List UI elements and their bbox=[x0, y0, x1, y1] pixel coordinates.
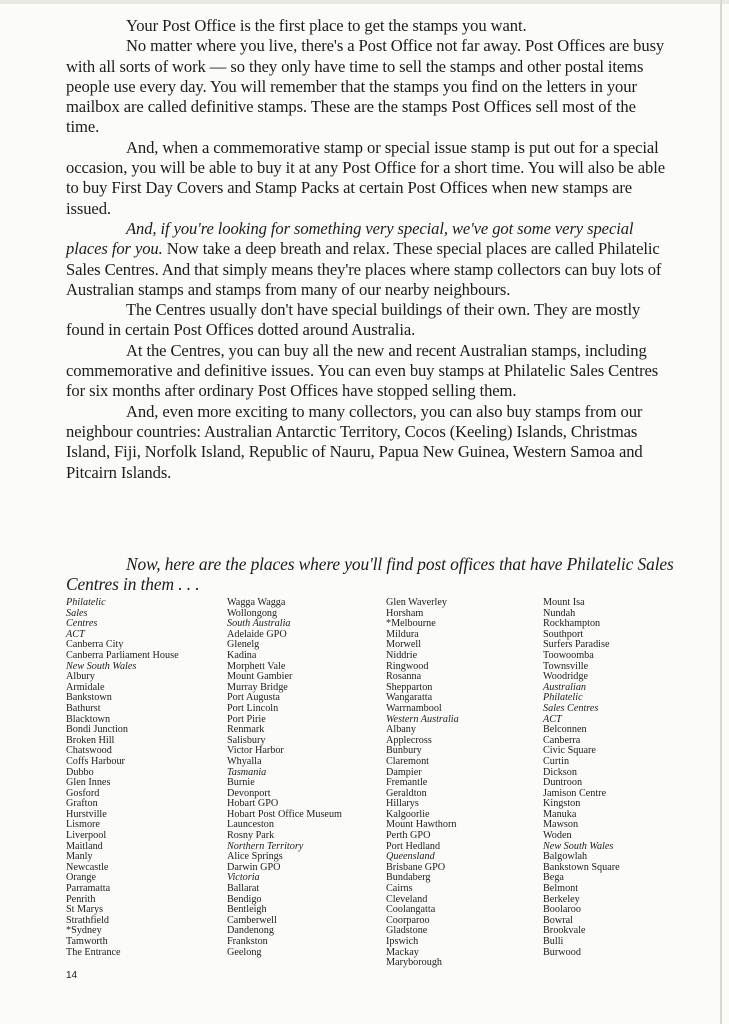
scan-right-edge bbox=[720, 0, 722, 1024]
location-item: Alice Springs bbox=[227, 851, 283, 863]
location-item: Mawson bbox=[543, 819, 579, 831]
intro-paragraph-5: The Centres usually don't have special buildings of their own. They are mostly found in certain Post Offices dotted around Australia. bbox=[66, 300, 641, 340]
location-item: Bowral bbox=[543, 914, 573, 926]
location-item: Bentleigh bbox=[227, 904, 267, 916]
location-item: Civic Square bbox=[543, 745, 596, 757]
location-item: Albury bbox=[66, 671, 95, 683]
location-item: *Melbourne bbox=[386, 618, 436, 630]
location-item: Bankstown Square bbox=[543, 861, 620, 873]
region-heading: Western Australia bbox=[386, 713, 459, 725]
location-item: Frankston bbox=[227, 936, 268, 947]
location-item: Bega bbox=[543, 872, 564, 884]
location-item: Belconnen bbox=[543, 724, 587, 736]
location-item: Kadina bbox=[227, 649, 257, 661]
scan-top-edge bbox=[0, 0, 729, 4]
location-item: Parramatta bbox=[66, 883, 111, 895]
location-item: Ballarat bbox=[227, 883, 260, 895]
location-item: Manuka bbox=[543, 808, 577, 820]
locations-column-2 bbox=[227, 598, 342, 958]
location-item: Penrith bbox=[66, 893, 96, 905]
location-item: Berkeley bbox=[543, 893, 580, 905]
region-heading: South Australia bbox=[227, 618, 291, 630]
location-item: Rockhampton bbox=[543, 618, 601, 630]
location-item: Liverpool bbox=[66, 830, 107, 842]
location-item: Cairns bbox=[386, 883, 413, 895]
location-item: Bathurst bbox=[66, 702, 101, 714]
location-item: Dickson bbox=[543, 766, 577, 778]
location-item: Mount Gambier bbox=[227, 671, 293, 683]
location-item: Bundaberg bbox=[386, 872, 431, 884]
location-item: Maitland bbox=[66, 840, 103, 852]
region-heading: Australian bbox=[543, 681, 587, 693]
location-item: Launceston bbox=[227, 819, 274, 831]
location-item: Morwell bbox=[386, 639, 422, 651]
location-item: Wollongong bbox=[227, 607, 278, 619]
location-item: Mount Isa bbox=[543, 597, 585, 608]
location-item: Whyalla bbox=[227, 755, 262, 767]
location-item: Gladstone bbox=[386, 925, 428, 937]
intro-text bbox=[66, 16, 666, 483]
intro-paragraph-2: No matter where you live, there's a Post Office not far away. Post Offices are busy with all sorts of work — so they only have time to sell the stamps and other postal items people use every day. You will remember that the stamps you find on the letters in your mailbox are called definitive stamps. These are the stamps Post Offices sell most of the time. bbox=[66, 36, 665, 137]
location-item: Orange bbox=[66, 872, 96, 884]
intro-paragraph-3: And, when a commemorative stamp or special issue stamp is put out for a special occasion, you will be able to buy it at any Post Office for a short time. You will also be able to buy First Day Covers and Stamp Packs at certain Post Offices when new stamps are issued. bbox=[66, 137, 665, 218]
location-item: Kingston bbox=[543, 798, 581, 810]
location-item: Woden bbox=[543, 830, 572, 842]
location-item: Victor Harbor bbox=[227, 745, 284, 757]
location-item: Bulli bbox=[543, 936, 564, 947]
location-item: Murray Bridge bbox=[227, 681, 288, 693]
region-heading: Sales bbox=[66, 607, 88, 619]
location-item: Renmark bbox=[227, 724, 265, 736]
location-item: Devonport bbox=[227, 787, 271, 799]
location-item: Broken Hill bbox=[66, 734, 115, 746]
location-item: Shepparton bbox=[386, 681, 433, 693]
location-item: Adelaide GPO bbox=[227, 628, 287, 640]
location-item: Bunbury bbox=[386, 745, 422, 757]
location-item: Albany bbox=[386, 724, 416, 736]
location-item: Hillarys bbox=[386, 798, 419, 810]
location-item: Warrnambool bbox=[386, 702, 442, 714]
location-item: *Sydney bbox=[66, 925, 102, 937]
location-item: Mildura bbox=[386, 628, 419, 640]
location-item: Newcastle bbox=[66, 861, 109, 873]
location-item: Belmont bbox=[543, 883, 579, 895]
location-item: Mackay bbox=[386, 946, 419, 958]
location-item: Cleveland bbox=[386, 893, 428, 905]
page-number: 14 bbox=[66, 970, 78, 981]
location-item: Niddrie bbox=[386, 649, 418, 661]
location-item: Strathfield bbox=[66, 914, 110, 926]
location-item: Darwin GPO bbox=[227, 861, 281, 873]
location-item: Gosford bbox=[66, 787, 100, 799]
region-heading: Centres bbox=[66, 618, 98, 630]
region-heading: Philatelic bbox=[543, 692, 583, 704]
location-item: Coolangatta bbox=[386, 904, 436, 916]
location-item: Tamworth bbox=[66, 936, 108, 947]
locations-column-3 bbox=[386, 598, 459, 969]
location-item: Wangaratta bbox=[386, 692, 433, 704]
location-item: St Marys bbox=[66, 904, 104, 916]
location-item: Wagga Wagga bbox=[227, 597, 286, 608]
location-item: Jamison Centre bbox=[543, 787, 607, 799]
location-item: Canberra City bbox=[66, 639, 124, 651]
location-item: Glen Innes bbox=[66, 777, 111, 789]
location-item: Port Augusta bbox=[227, 692, 280, 704]
region-heading: Philatelic bbox=[66, 597, 106, 608]
location-item: Canberra Parliament House bbox=[66, 649, 179, 661]
location-item: Morphett Vale bbox=[227, 660, 286, 672]
location-item: Brisbane GPO bbox=[386, 861, 446, 873]
location-item: Camberwell bbox=[227, 914, 277, 926]
location-item: Townsville bbox=[543, 660, 589, 672]
location-item: Balgowlah bbox=[543, 851, 588, 863]
location-item: Bendigo bbox=[227, 893, 262, 905]
location-item: Nundah bbox=[543, 607, 576, 619]
location-item: Port Lincoln bbox=[227, 702, 279, 714]
locations-column-4 bbox=[543, 598, 620, 958]
location-item: Glenelg bbox=[227, 639, 260, 651]
location-item: Rosanna bbox=[386, 671, 422, 683]
location-item: Rosny Park bbox=[227, 830, 275, 842]
location-item: Canberra bbox=[543, 734, 581, 746]
location-item: Lismore bbox=[66, 819, 100, 831]
location-item: Glen Waverley bbox=[386, 597, 447, 608]
location-item: Blacktown bbox=[66, 713, 111, 725]
location-item: Surfers Paradise bbox=[543, 639, 610, 651]
location-item: Hobart GPO bbox=[227, 798, 279, 810]
intro-paragraph-7: And, even more exciting to many collectors, you can also buy stamps from our neighbour countries: Australian Antarctic Territory, Cocos (Keeling) Islands, Christmas Island, Fiji, Norfolk Island, Republic of Nauru, Papua New Guinea, Western Samoa and Pitcairn Islands. bbox=[66, 401, 643, 482]
region-heading: Queensland bbox=[386, 851, 435, 863]
location-item: Toowoomba bbox=[543, 649, 594, 661]
location-item: Kalgoorlie bbox=[386, 808, 430, 820]
location-item: Dubbo bbox=[66, 766, 94, 778]
location-item: Bankstown bbox=[66, 692, 112, 704]
intro-paragraph-4 bbox=[66, 219, 666, 300]
location-item: Mount Hawthorn bbox=[386, 819, 457, 831]
intro-paragraph-6: At the Centres, you can buy all the new and recent Australian stamps, including commemorative and definitive issues. You can even buy stamps at Philatelic Sales Centres for six months after ordinary Post Offices have stopped selling them. bbox=[66, 340, 659, 401]
location-item: Ringwood bbox=[386, 660, 429, 672]
location-item: Port Pirie bbox=[227, 713, 266, 725]
location-item: Woodridge bbox=[543, 671, 589, 683]
location-item: The Entrance bbox=[66, 946, 121, 958]
location-item: Dampier bbox=[386, 766, 422, 778]
location-item: Horsham bbox=[386, 607, 424, 619]
region-heading: ACT bbox=[543, 713, 562, 725]
region-heading: New South Wales bbox=[543, 840, 614, 852]
location-item: Curtin bbox=[543, 755, 570, 767]
location-item: Ipswich bbox=[386, 936, 419, 947]
location-item: Burnie bbox=[227, 777, 255, 789]
location-item: Burwood bbox=[543, 946, 581, 958]
location-item: Bondi Junction bbox=[66, 724, 128, 736]
region-heading: Sales Centres bbox=[543, 702, 599, 714]
locations-headline: Now, here are the places where you'll find post offices that have Philatelic Sales Centres in them . . . bbox=[66, 554, 674, 594]
location-item: Coffs Harbour bbox=[66, 755, 125, 767]
location-item: Salisbury bbox=[227, 734, 266, 746]
locations-column-1 bbox=[66, 598, 179, 958]
region-heading: Tasmania bbox=[227, 766, 267, 778]
location-item: Manly bbox=[66, 851, 93, 863]
intro-paragraph-1: Your Post Office is the first place to get the stamps you want. bbox=[126, 16, 527, 35]
location-item: Boolaroo bbox=[543, 904, 581, 916]
location-item: Hobart Post Office Museum bbox=[227, 808, 342, 820]
location-item: Brookvale bbox=[543, 925, 586, 937]
location-item: Armidale bbox=[66, 681, 105, 693]
location-item: Grafton bbox=[66, 798, 98, 810]
location-item: Claremont bbox=[386, 755, 430, 767]
region-heading: Victoria bbox=[227, 872, 260, 884]
location-item: Perth GPO bbox=[386, 830, 431, 842]
intro-paragraph-4-italic: And, if you're looking for something very special, we've got some very special places for you. bbox=[66, 218, 634, 259]
location-item: Southport bbox=[543, 628, 584, 640]
location-item: Fremantle bbox=[386, 777, 428, 789]
location-item: Geraldton bbox=[386, 787, 427, 799]
location-item: Duntroon bbox=[543, 777, 583, 789]
location-item: Coorparoo bbox=[386, 914, 430, 926]
location-item: Chatswood bbox=[66, 745, 112, 757]
location-item: Dandenong bbox=[227, 925, 274, 937]
location-item: Hurstville bbox=[66, 808, 107, 820]
location-item: Maryborough bbox=[386, 957, 443, 969]
intro-paragraph-4-rest: Now take a deep breath and relax. These special places are called Philatelic Sales Centres. And that simply means they're places where stamp collectors can buy lots of Australian stamps and stamps from many of our nearby neighbours. bbox=[66, 239, 662, 299]
region-heading: ACT bbox=[66, 628, 85, 640]
region-heading: New South Wales bbox=[66, 660, 137, 672]
location-item: Port Hedland bbox=[386, 840, 441, 852]
location-item: Applecross bbox=[386, 734, 432, 746]
location-item: Geelong bbox=[227, 946, 262, 958]
region-heading: Northern Territory bbox=[227, 840, 304, 852]
